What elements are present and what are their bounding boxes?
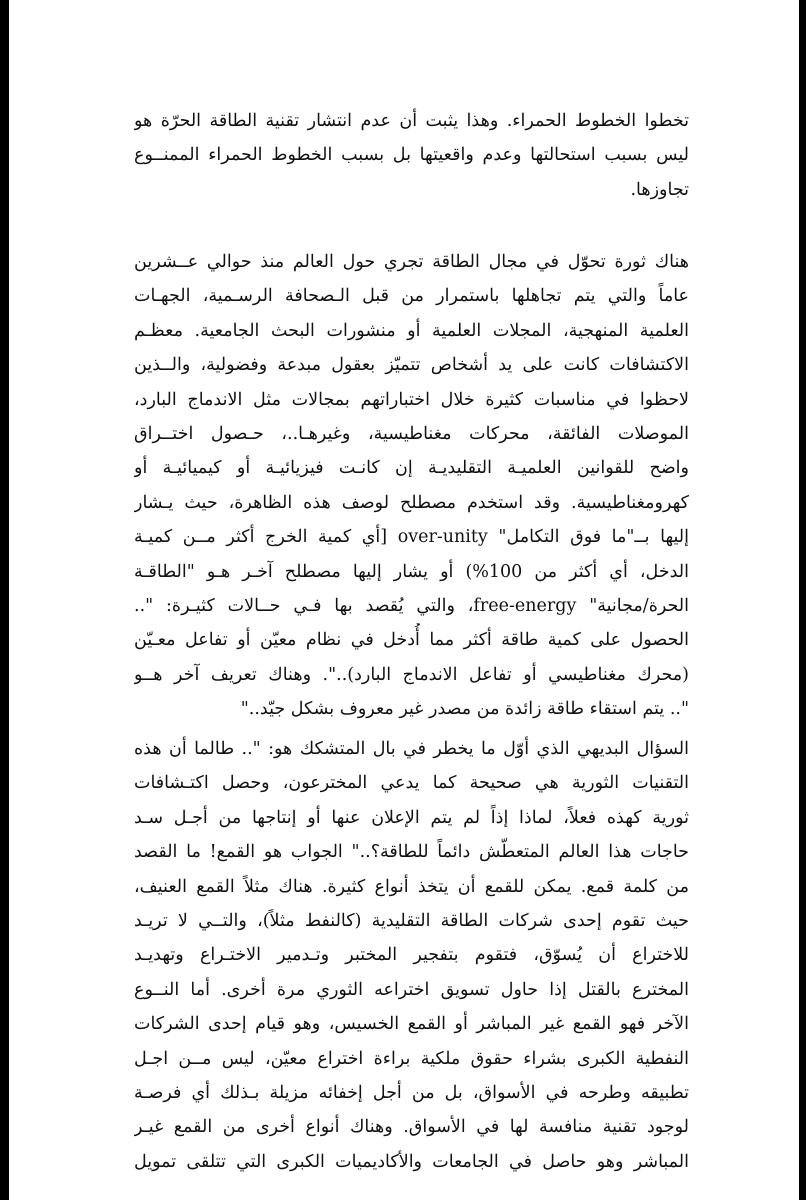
text-line: الموصلات الفائقة، محركات مغناطيسية، وغيرهـا..، حـصول اختــراق (134, 424, 689, 444)
text-line: حيث تقوم إحدى شركات الطاقة التقليدية (كالنفط مثلاً)، والتــي لا تريـد (134, 911, 689, 931)
text-line: النفطية الكبرى بشراء حقوق ملكية براءة اختراع معيّن، ليس مــن اجـل (134, 1048, 689, 1069)
text-line: للاختراع أن يُسوّق، فتقوم بتفجير المختبر وتـدمير الاختـراع وتهديـد (134, 945, 689, 966)
text-line: الحصول على كمية طاقة أكثر مما أُدخل في نظام معيّن أو تفاعل معـيّن (134, 630, 689, 651)
text-line: ثورية كهذه فعلاً، لماذا إذاً لم يتم الإعلان عنها أو إنتاجها من أجـل سـد (134, 807, 689, 828)
text-line: الدخل، أي أكثر من 100%) أو يشار إليها مصطلح آخـر هـو "الطاقـة (134, 561, 689, 582)
text-line: حاجات هذا العالم المتعطّش دائماً للطاقة؟.." الجواب هو القمع! ما القصد (134, 842, 689, 863)
text-line: المباشر وهو حاصل في الجامعات والأكاديميات الكبرى التي تتلقى تمويل (134, 1151, 689, 1172)
text-line: السؤال البديهي الذي أوّل ما يخطر في بال المتشكك هو: ".. طالما أن هذه (134, 739, 689, 759)
text-line: ليس بسبب استحالتها وعدم واقعيتها بل بسبب الخطوط الحمراء الممنــوع (134, 145, 689, 166)
text-line: الحرة/مجانية" free-energy، والتي يُقصد بها فـي حــالات كثيـرة: ".. (134, 596, 689, 616)
text-line: واضح للقوانين العلميـة التقليديـة إن كانـت فيزيائيـة أو كيميائيـة أو (134, 458, 689, 479)
text-line: لوجود تقنية منافسة لها في الأسواق. وهناك أنواع أخرى من القمع غيـر (134, 1117, 689, 1138)
text-line: المخترع بالقتل إذا حاول تسويق اختراعه الثوري مرة أخرى. أما النــوع (134, 979, 689, 1000)
text-line: (محرك مغناطيسي أو تفاعل الاندماج البارد)..". وهناك تعريف آخر هــو (134, 664, 689, 685)
text-line: من كلمة قمع. يمكن للقمع أن يتخذ أنواع كثيرة. هناك مثلاً القمع العنيف، (134, 876, 689, 897)
text-line: إليها بــ"ما فوق التكامل" over-unity [أي كمية الخرج أكثر مــن كميـة (134, 527, 689, 548)
text-line: عاماً والتي يتم تجاهلها باستمرار من قبل الـصحافة الرسـمية، الجهـات (134, 286, 689, 307)
document-page (9, 0, 799, 1200)
text-line: ".. يتم استقاء طاقة زائدة من مصدر غير معروف بشكل جيّد.." (240, 699, 689, 720)
text-line: الآخر فهو القمع غير المباشر أو القمع الخسيس، وهو قيام إحدى الشركات (134, 1014, 689, 1035)
text-line: تطبيقه وطرحه في الأسواق، بل من أجل إخفائه مزيلة بـذلك أي فرصـة (134, 1083, 689, 1103)
text-line: العلمية المنهجية، المجلات العلمية أو منشورات البحث الجامعية. معظـم (134, 320, 689, 341)
text-line: هناك ثورة تحوّل في مجال الطاقة تجري حول العالم منذ حوالي عــشرين (134, 252, 689, 272)
text-line: تجاوزها. (630, 179, 689, 200)
text-line: الاكتشافات كانت على يد أشخاص تتميّز بعقول مبدعة وفضولية، والــذين (134, 355, 689, 376)
text-line: التقنيات الثورية هي صحيحة كما يدعي المخترعون، وحصل اكتـشافات (134, 773, 689, 794)
text-line: تخطوا الخطوط الحمراء. وهذا يثبت أن عدم انتشار تقنية الطاقة الحرّة هو (134, 111, 689, 131)
text-line: كهرومغناطيسية. وقد استخدم مصطلح لوصف هذه الظاهرة، حيث يـشار (134, 492, 689, 513)
text-line: لاحظوا في مناسبات كثيرة خلال اختباراتهم بمجالات مثل الاندماج البارد، (134, 389, 689, 410)
